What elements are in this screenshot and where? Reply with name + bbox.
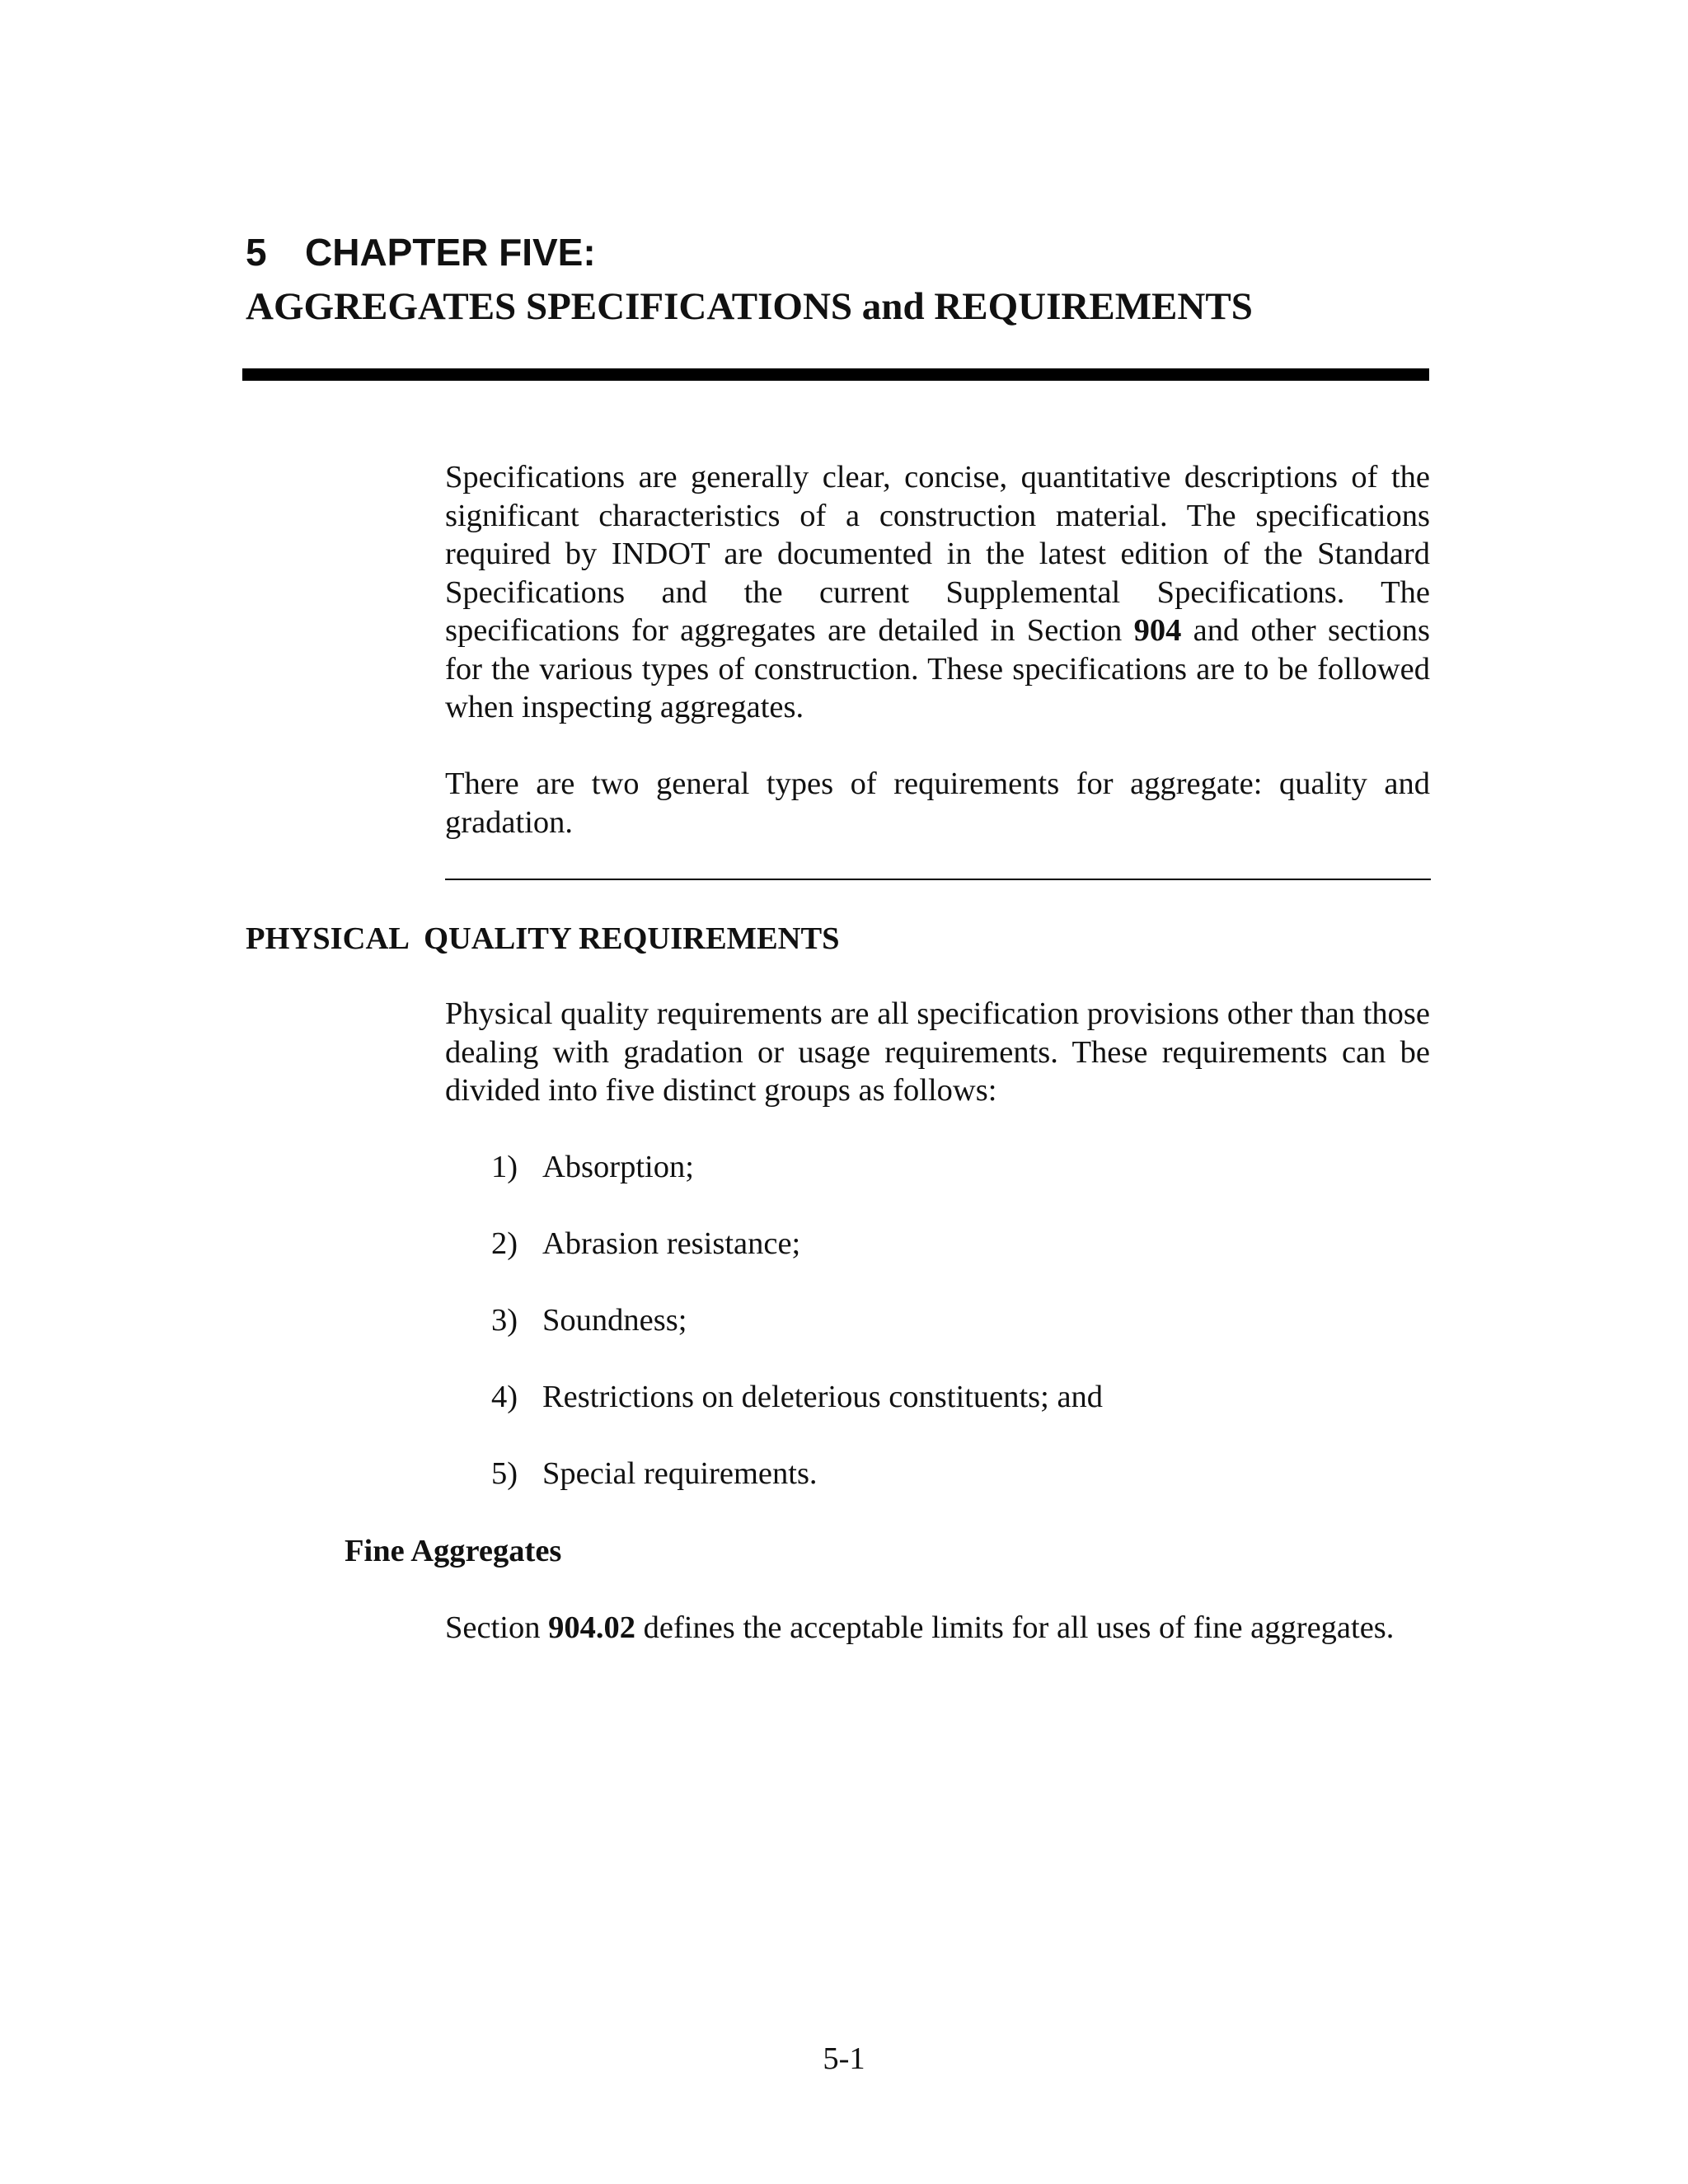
intro-text-part-1: Specifications are generally clear, concise, quantitative descriptions of the significant characteristics of a construction material. The specifications required by INDOT are documented in the latest edition of the Standard Specifications and the current Supplemental Specifications. The specifications for aggregates are detailed in Section — [445, 460, 1430, 648]
fine-aggregates-heading: Fine Aggregates — [345, 1534, 562, 1568]
list-item-text: Restrictions on deleterious constituents; and — [542, 1380, 1104, 1414]
list-item — [491, 1378, 1103, 1455]
physical-quality-heading: PHYSICAL QUALITY REQUIREMENTS — [246, 921, 840, 956]
section-904-02-reference: 904.02 — [548, 1610, 635, 1645]
intro-paragraph-1 — [445, 458, 1430, 727]
intro-paragraph-2: There are two general types of requirements for aggregate: quality and gradation. — [445, 766, 1430, 840]
list-item — [491, 1301, 1103, 1378]
list-item-text: Special requirements. — [542, 1456, 818, 1491]
chapter-number: 5 — [246, 231, 267, 274]
list-item-number: 1) — [491, 1150, 518, 1184]
list-item-number: 3) — [491, 1303, 518, 1338]
list-item-text: Absorption; — [542, 1150, 694, 1184]
chapter-label-text: CHAPTER FIVE: — [305, 231, 596, 274]
list-item-text: Soundness; — [542, 1303, 687, 1338]
list-item-number: 4) — [491, 1380, 518, 1414]
fine-aggregates-text-before: Section — [445, 1610, 549, 1645]
list-item — [491, 1225, 1103, 1301]
intro-text-part-2: and other sections for the various types of construction. These specifications are to be followed when inspecting aggregates. — [445, 613, 1430, 724]
chapter-label — [246, 227, 596, 277]
page-number: 5-1 — [823, 2041, 865, 2076]
fine-aggregates-paragraph — [445, 1609, 1430, 1647]
section-divider — [445, 879, 1431, 880]
list-item-text: Abrasion resistance; — [542, 1226, 801, 1261]
list-item-number: 2) — [491, 1226, 518, 1261]
chapter-title: AGGREGATES SPECIFICATIONS and REQUIREMENTS — [246, 285, 1253, 328]
list-item — [491, 1148, 1103, 1225]
requirements-list — [491, 1148, 1103, 1531]
list-item-number: 5) — [491, 1456, 518, 1491]
title-divider — [242, 368, 1429, 381]
fine-aggregates-text-after: defines the acceptable limits for all uses of fine aggregates. — [635, 1610, 1395, 1645]
section-904-reference: 904 — [1133, 613, 1182, 648]
physical-quality-paragraph: Physical quality requirements are all specification provisions other than those dealing with gradation or usage requirements. These requirements can be divided into five distinct groups as follows: — [445, 996, 1430, 1108]
list-item — [491, 1455, 1103, 1531]
